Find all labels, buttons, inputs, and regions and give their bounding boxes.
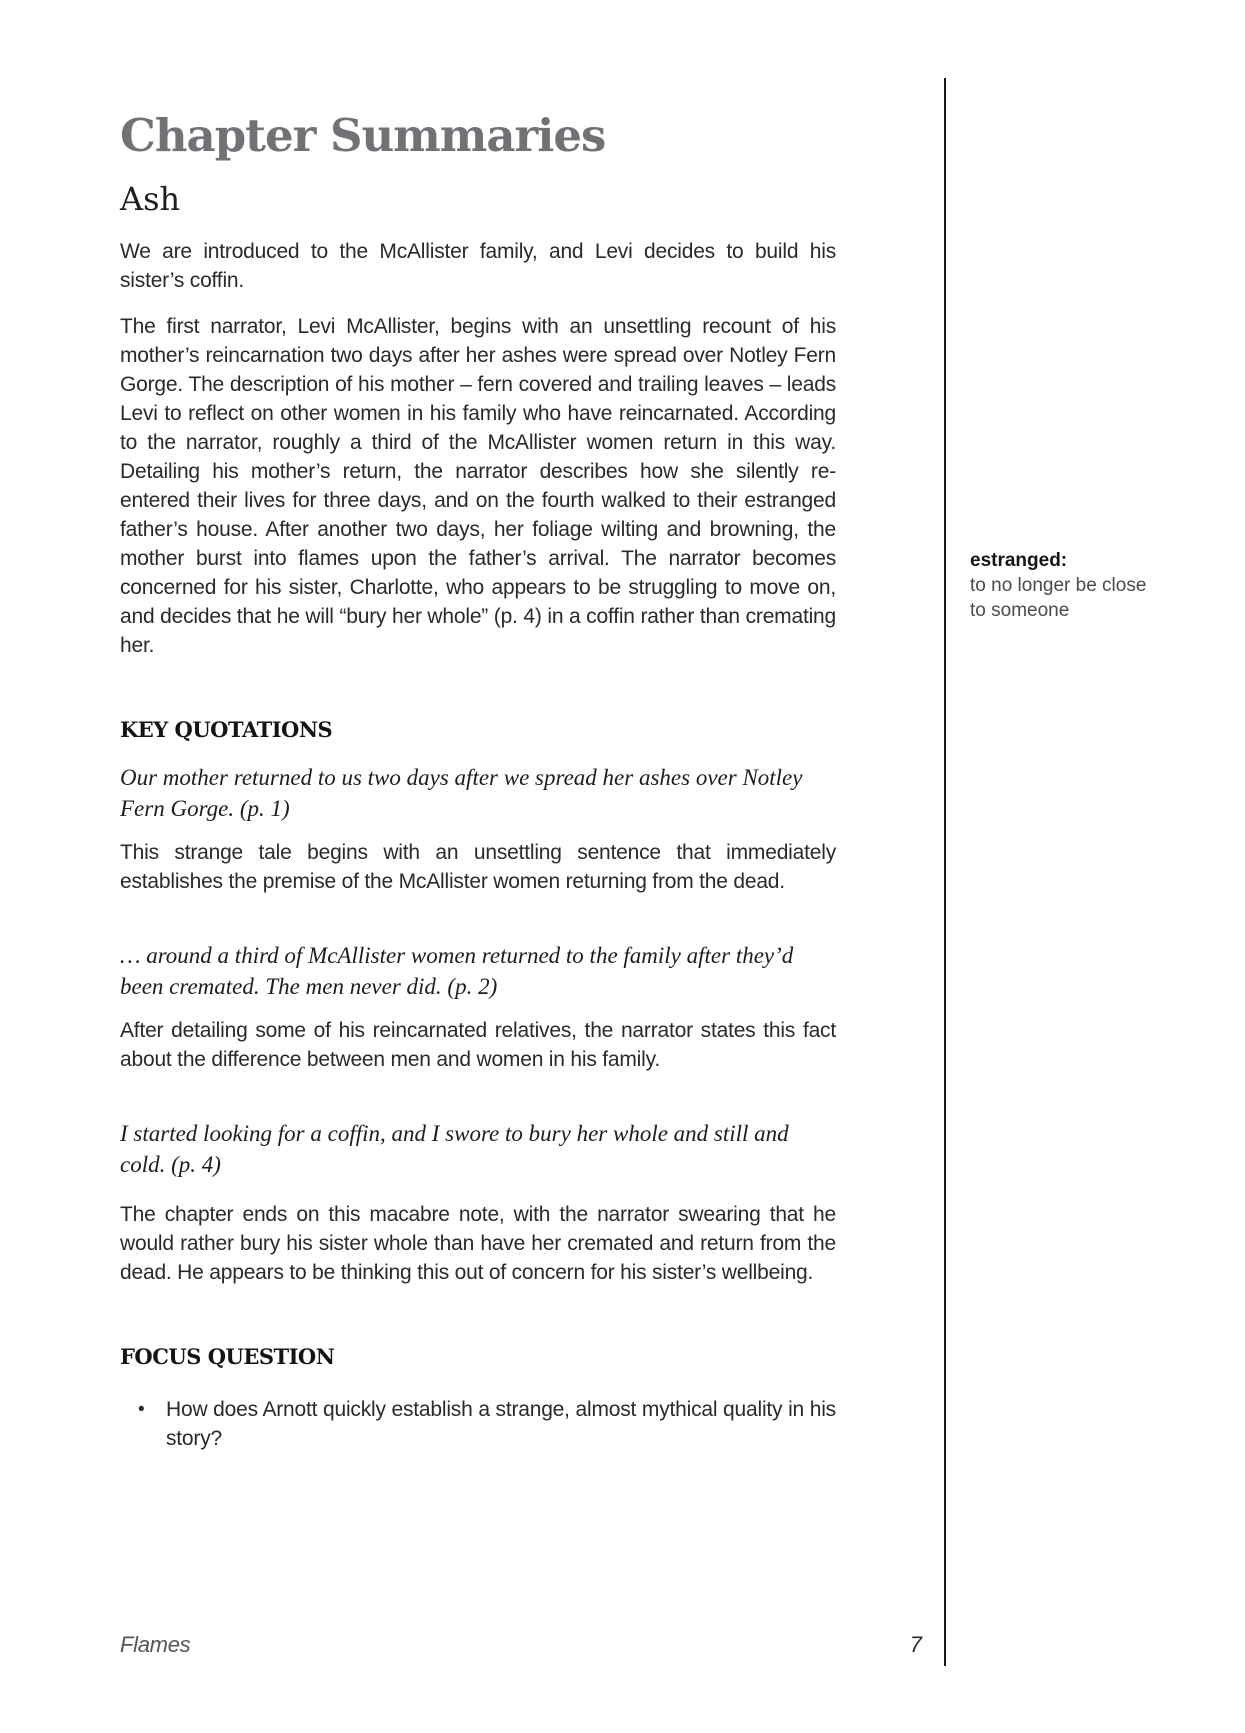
focus-question-text: How does Arnott quickly establish a strange, almost mythical quality in his story? [166,1398,836,1450]
main-column [120,108,836,1453]
quote-3-commentary: The chapter ends on this macabre note, with the narrator swearing that he would rather bury his sister whole than have her cremated and return from the dead. He appears to be thinking this out of concern for his sister’s wellbeing. [120,1203,836,1284]
margin-rule [944,78,946,1666]
bullet-icon: • [138,1399,145,1420]
quote-1-commentary: This strange tale begins with an unsettling sentence that immediately establishes the premise of the McAllister women returning from the dead. [120,841,836,893]
footer-page-number: 7 [909,1632,922,1657]
footer-book-title: Flames [120,1632,191,1657]
margin-note-definition: to no longer be close to someone [970,575,1147,621]
focus-question-heading: FOCUS QUESTION [120,1344,335,1369]
margin-note [970,548,1155,623]
summary-paragraph: The first narrator, Levi McAllister, begins with an unsettling recount of his mother’s reincarnation two days after her ashes were spread over Notley Fern Gorge. The description of his mother – fern covered and trailing leaves – leads Levi to reflect on other women in his family who have reincarnated. According to the narrator, roughly a third of the McAllister women return in this way. Detailing his mother’s return, the narrator describes how she silently re-entered their lives for three days, and on the fourth walked to their estranged father’s house. After another two days, her foliage wilting and browning, the mother burst into flames upon the father’s arrival. The narrator becomes concerned for his sister, Charlotte, who appears to be struggling to move on, and decides that he will “bury her whole” (p. 4) in a coffin rather than cremating her. [120,315,836,657]
focus-question-item [120,1395,836,1453]
quote-3: I started looking for a coffin, and I swore to bury her whole and still and cold. (p. 4) [120,1121,789,1177]
quote-1: Our mother returned to us two days after we spread her ashes over Notley Fern Gorge. (p. 1) [120,765,803,821]
page-title: Chapter Summaries [120,109,606,162]
quote-2-commentary: After detailing some of his reincarnated relatives, the narrator states this fact about the difference between men and women in his family. [120,1019,836,1071]
page-footer [120,1632,922,1658]
key-quotations-heading: KEY QUOTATIONS [120,717,333,742]
intro-paragraph: We are introduced to the McAllister family, and Levi decides to build his sister’s coffin. [120,240,836,292]
quote-2: … around a third of McAllister women returned to the family after they’d been cremated. The men never did. (p. 2) [120,943,794,999]
margin-note-term: estranged: [970,550,1068,571]
chapter-title: Ash [120,180,181,218]
